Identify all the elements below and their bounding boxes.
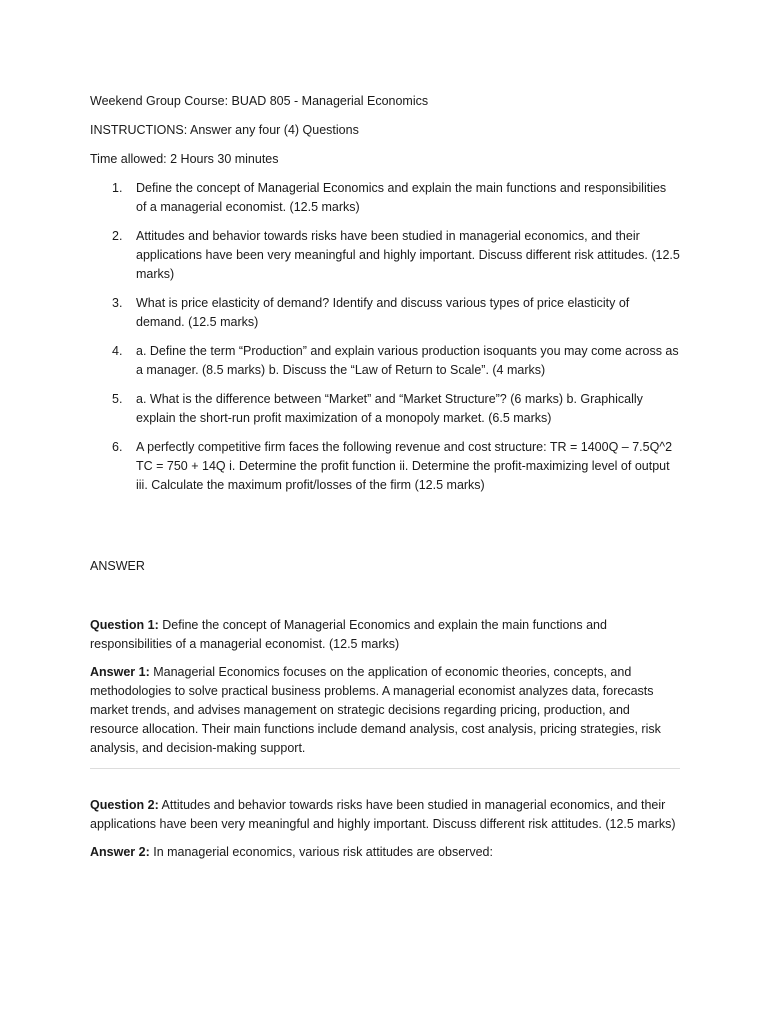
question-number: 3.: [112, 296, 123, 310]
list-item: [90, 294, 680, 332]
answer-label: Answer 1:: [90, 665, 150, 679]
list-item: [90, 438, 680, 495]
question-label: Question 2:: [90, 798, 159, 812]
question-text: a. Define the term “Production” and explain various production isoquants you may come across as a manager. (8.5 marks) b. Discuss the “Law of Return to Scale”. (4 marks): [136, 344, 679, 377]
document-page: [90, 92, 680, 871]
question-number: 6.: [112, 440, 123, 454]
list-item: [90, 390, 680, 428]
instructions: INSTRUCTIONS: Answer any four (4) Questions: [90, 123, 359, 137]
course-title: Weekend Group Course: BUAD 805 - Managerial Economics: [90, 94, 429, 108]
answer-heading: ANSWER: [90, 559, 145, 573]
question-number: 4.: [112, 344, 123, 358]
answer-paragraph: [90, 663, 680, 758]
question-list: [90, 179, 680, 495]
question-number: 1.: [112, 181, 123, 195]
question-body: Define the concept of Managerial Economics and explain the main functions and responsibilities of a managerial economist. (12.5 marks): [90, 618, 607, 651]
time-allowed: Time allowed: 2 Hours 30 minutes: [90, 152, 279, 166]
question-text: A perfectly competitive firm faces the following revenue and cost structure: TR = 1400Q – 7.5Q^2 TC = 750 + 14Q i. Determine the profit function ii. Determine the profit-maximizing level of output iii. Calculate the maximum profit/losses of the firm (12.5 marks): [136, 440, 673, 492]
question-number: 5.: [112, 392, 123, 406]
list-item: [90, 342, 680, 380]
answer-label: Answer 2:: [90, 845, 150, 859]
question-text: Attitudes and behavior towards risks have been studied in managerial economics, and their applications have been very meaningful and highly important. Discuss different risk attitudes. (12.5 marks): [136, 229, 680, 281]
divider: [90, 768, 680, 769]
answer-body: In managerial economics, various risk attitudes are observed:: [149, 845, 493, 859]
question-text: Define the concept of Managerial Economics and explain the main functions and responsibilities of a managerial economist. (12.5 marks): [136, 181, 667, 214]
question-body: Attitudes and behavior towards risks have been studied in managerial economics, and their applications have been very meaningful and highly important. Discuss different risk attitudes. (12.5 marks): [90, 798, 676, 831]
question-text: a. What is the difference between “Market” and “Market Structure”? (6 marks) b. Graphically explain the short-run profit maximization of a monopoly market. (6.5 marks): [136, 392, 643, 425]
answer-body: Managerial Economics focuses on the application of economic theories, concepts, and methodologies to solve practical business problems. A managerial economist analyzes data, forecasts market trends, and advises management on strategic decisions regarding pricing, production, and resource allocation. Their main functions include demand analysis, cost analysis, pricing strategies, risk analysis, and decision-making support.: [90, 665, 661, 755]
question-label: Question 1:: [90, 618, 159, 632]
question-paragraph: [90, 796, 680, 834]
qa-block-2: [90, 796, 680, 862]
list-item: [90, 227, 680, 284]
question-text: What is price elasticity of demand? Identify and discuss various types of price elasticity of demand. (12.5 marks): [136, 296, 630, 329]
question-paragraph: [90, 616, 680, 654]
list-item: [90, 179, 680, 217]
qa-block-1: [90, 616, 680, 758]
question-number: 2.: [112, 229, 123, 243]
answer-paragraph: [90, 843, 680, 862]
